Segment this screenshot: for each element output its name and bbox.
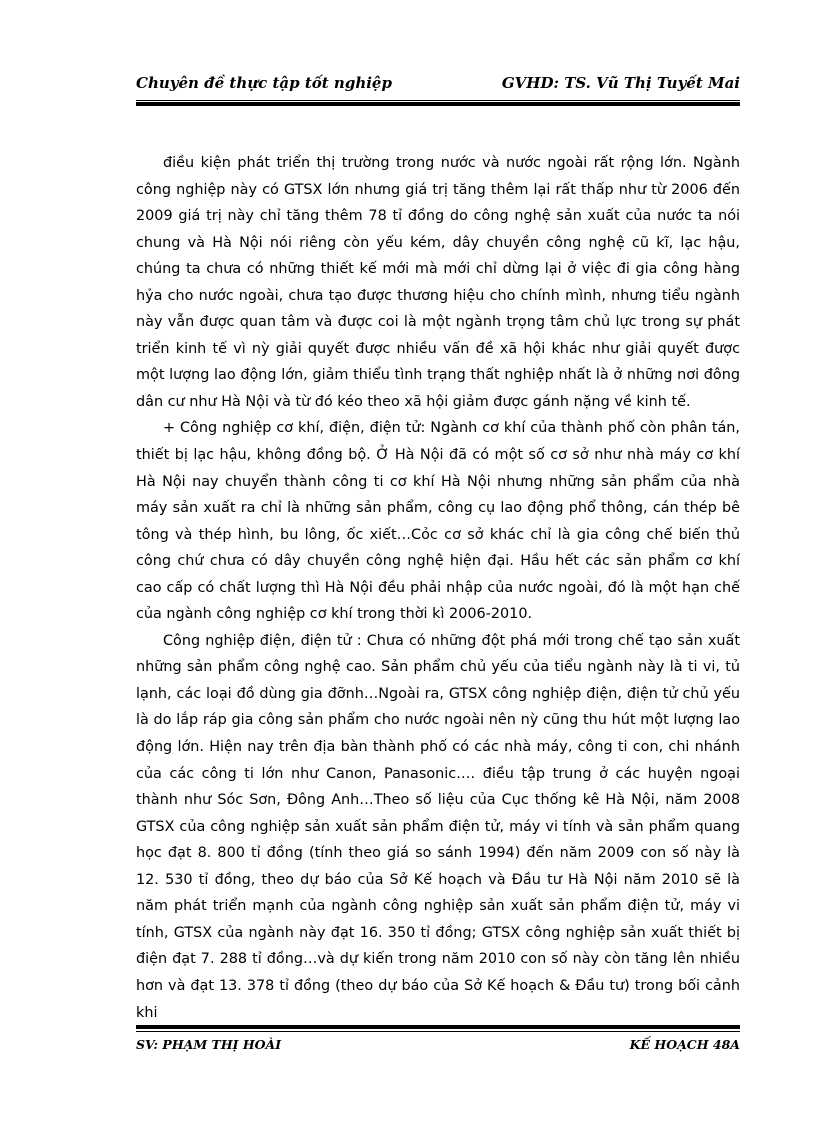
- header-rule-thick: [136, 102, 740, 106]
- page-header: [136, 74, 740, 98]
- header-rule-thin: [136, 100, 740, 101]
- header-advisor: GVHD: TS. Vũ Thị Tuyết Mai: [501, 74, 740, 92]
- page-footer: [136, 1037, 740, 1059]
- paragraph: + Công nghiệp cơ khí, điện, điện tử: Ngành cơ khí của thành phố còn phân tán, thiết bị lạc hậu, không đồng bộ. Ở Hà Nội đã có một số cơ sở như nhà máy cơ khí Hà Nội nay chuyển thành công ti cơ khí Hà Nội nhưng những sản phẩm của nhà máy sản xuất ra chỉ là những sản phẩm, công cụ lao động phổ thông, cán thép bê tông và thép hình, bu lông, ốc xiết…Cỏc cơ sở khác chỉ là gia công chế biến thủ công chứ chưa có dây chuyền công nghệ hiện đại. Hầu hết các sản phẩm cơ khí cao cấp có chất lượng thì Hà Nội đều phải nhập của nước ngoài, đó là một hạn chế của ngành công nghiệp cơ khí trong thời kì 2006-2010.: [136, 420, 740, 623]
- footer-student: SV: PHẠM THỊ HOÀI: [136, 1037, 282, 1052]
- paragraph: Công nghiệp điện, điện tử : Chưa có những đột phá mới trong chế tạo sản xuất những sản phẩm công nghệ cao. Sản phẩm chủ yếu của tiểu ngành này là ti vi, tủ lạnh, các loại đồ dùng gia đỡnh…Ngoài ra, GTSX công nghiệp điện, điện tử chủ yếu là do lắp ráp gia công sản phẩm cho nước ngoài nên nỳ cũng thu hút một lượng lao động lớn. Hiện nay trên địa bàn thành phố có các nhà máy, công ti con, chi nhánh của các công ti lớn như Canon, Panasonic…. điều tập trung ở các huyện ngoại thành như Sóc Sơn, Đông Anh…Theo số liệu của Cục thống kê Hà Nội, năm 2008 GTSX của công nghiệp sản xuất sản phẩm điện tử, máy vi tính và sản phẩm quang học đạt 8. 800 tỉ đồng (tính theo giá so sánh 1994) đến năm 2009 con số này là 12. 530 tỉ đồng, theo dự báo của Sở Kế hoạch và Đầu tư Hà Nội năm 2010 sẽ là năm phát triển mạnh của ngành công nghiệp sản xuất sản phẩm điện tử, máy vi tính, GTSX của ngành này đạt 16. 350 tỉ đồng; GTSX công nghiệp sản xuất thiết bị điện đạt 7. 288 tỉ đồng…và dự kiến trong năm 2010 con số này còn tăng lên nhiều hơn và đạt 13. 378 tỉ đồng (theo dự báo của Sở Kế hoạch & Đầu tư) trong bối cảnh khi: [136, 632, 740, 1021]
- paragraph: điều kiện phát triển thị trường trong nước và nước ngoài rất rộng lớn. Ngành công nghiệp này có GTSX lớn nhưng giá trị tăng thêm lại rất thấp như từ 2006 đến 2009 giá trị này chỉ tăng thêm 78 tỉ đồng do công nghệ sản xuất của nước ta nói chung và Hà Nội nói riêng còn yếu kém, dây chuyền công nghệ cũ kĩ, lạc hậu, chúng ta chưa có những thiết kế mới mà mới chỉ dừng lại ở việc đi gia công hàng hỷa cho nước ngoài, chưa tạo được thương hiệu cho chính mình, nhưng tiểu ngành này vẫn được quan tâm và được coi là một ngành trọng tâm chủ lực trong sự phát triển kinh tế vì nỳ giải quyết được nhiều vấn đề xã hội khác như giải quyết được một lượng lao động lớn, giảm thiểu tình trạng thất nghiệp nhất là ở những nơi đông dân cư như Hà Nội và từ đó kéo theo xã hội giảm được gánh nặng về kinh tế.: [136, 155, 740, 410]
- footer-rule-thin: [136, 1031, 740, 1032]
- header-title: Chuyên đề thực tập tốt nghiệp: [136, 74, 392, 92]
- footer-class: KẾ HOẠCH 48A: [629, 1037, 740, 1052]
- footer-rule-thick: [136, 1025, 740, 1029]
- body-text: [136, 150, 740, 1026]
